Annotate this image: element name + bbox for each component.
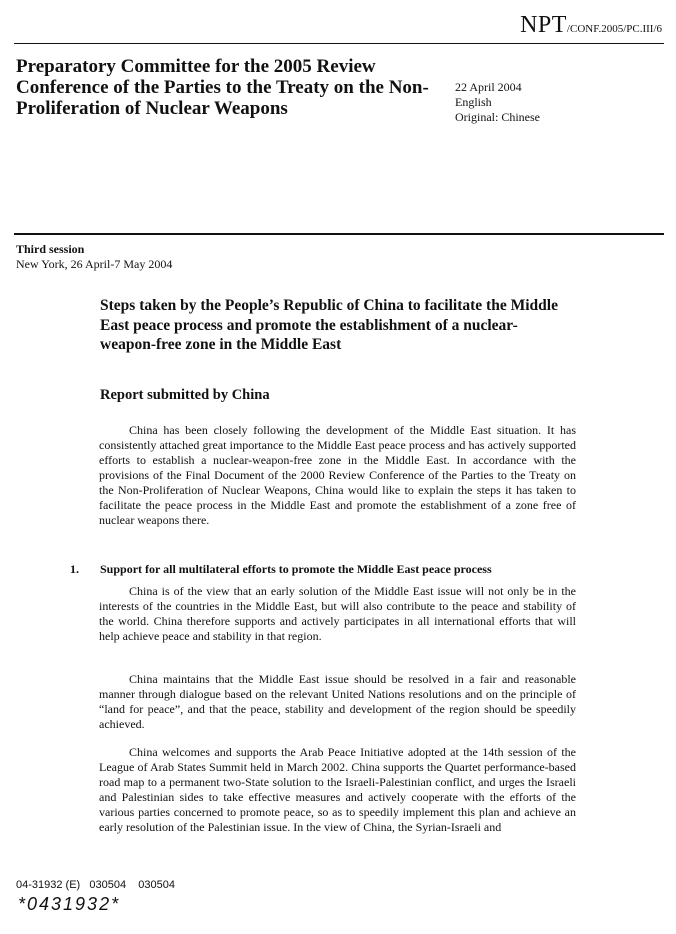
document-symbol bbox=[520, 12, 662, 39]
session-place-dates: New York, 26 April-7 May 2004 bbox=[16, 257, 173, 271]
session-name: Third session bbox=[16, 242, 85, 256]
barcode-number: *0431932* bbox=[18, 894, 121, 914]
session-rule bbox=[14, 233, 664, 235]
document-original-language: Original: Chinese bbox=[455, 110, 540, 124]
body-paragraph: China is of the view that an early solution of the Middle East issue will not only be in the interests of the countries in the Middle East, but will also contribute to the peace and stability of the world. China therefore supports and actively participates in all international efforts that will help achieve peace and stability in that region. bbox=[99, 584, 576, 643]
body-paragraph: China welcomes and supports the Arab Peace Initiative adopted at the 14th session of the League of Arab States Summit held in March 2002. China supports the Quartet performance-based road map to a permanent two-State solution to the Israeli-Palestinian conflict, and urges the Israeli and Palestinian sides to take effective measures and actively cooperate with the efforts of the various parties concerned to promote peace, so as to speedily implement this plan and achieve an early resolution of the Palestinian issue. In the view of China, the Syrian-Israeli and bbox=[99, 745, 576, 834]
symbol-main: NPT bbox=[520, 12, 567, 38]
document-language: English bbox=[455, 95, 492, 109]
body-paragraph: China maintains that the Middle East issue should be resolved in a fair and reasonable manner through dialogue based on the relevant United Nations resolutions and on the principle of “land for peace”, and that the peace, stability and development of the region should be speedily achieved. bbox=[99, 672, 576, 731]
intro-paragraph: China has been closely following the development of the Middle East situation. It has consistently attached great importance to the Middle East peace process and has actively supported efforts to establish a nuclear-weapon-free zone in the Middle East. In accordance with the provisions of the Final Document of the 2000 Review Conference of the Parties to the Treaty on the Non-Proliferation of Nuclear Weapons, China would like to explain the steps it has taken to facilitate the peace process in the Middle East and promote the establishment of a zone free of nuclear weapons there. bbox=[99, 423, 576, 527]
document-title: Steps taken by the People’s Republic of China to facilitate the Middle East peace process and promote the establishment of a nuclear-weapon-free zone in the Middle East bbox=[100, 297, 558, 353]
committee-title: Preparatory Committee for the 2005 Review Conference of the Parties to the Treaty on the Non-Proliferation of Nuclear Weapons bbox=[16, 56, 429, 119]
section-number: 1. bbox=[70, 562, 79, 576]
header-rule bbox=[14, 43, 664, 44]
section-heading: Support for all multilateral efforts to promote the Middle East peace process bbox=[100, 562, 492, 576]
document-date: 22 April 2004 bbox=[455, 80, 522, 94]
job-number: 04-31932 (E) 030504 030504 bbox=[16, 879, 176, 891]
document-subtitle: Report submitted by China bbox=[100, 387, 270, 403]
symbol-code: /CONF.2005/PC.III/6 bbox=[566, 23, 662, 35]
document-meta bbox=[455, 80, 540, 125]
